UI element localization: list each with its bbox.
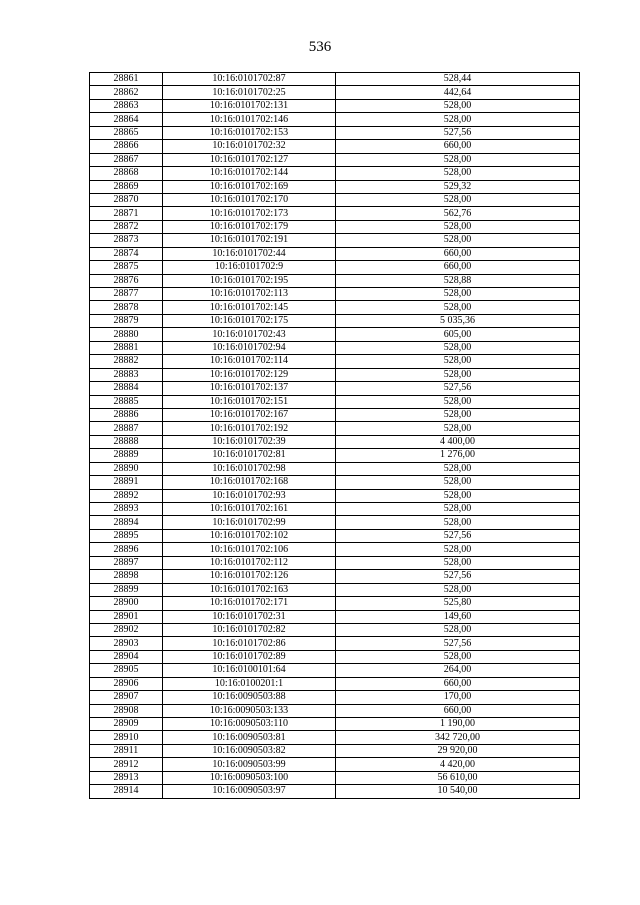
amount-cell: 527,56 [336, 529, 580, 542]
amount-cell: 528,00 [336, 368, 580, 381]
cadastral-number-cell: 10:16:0101702:145 [163, 301, 336, 314]
row-number-cell: 28912 [90, 758, 163, 771]
amount-cell: 528,00 [336, 583, 580, 596]
amount-cell: 660,00 [336, 261, 580, 274]
row-number-cell: 28910 [90, 731, 163, 744]
table-row [90, 704, 580, 717]
amount-cell: 1 276,00 [336, 449, 580, 462]
row-number-cell: 28904 [90, 650, 163, 663]
table-row [90, 234, 580, 247]
amount-cell: 4 420,00 [336, 758, 580, 771]
row-number-cell: 28879 [90, 314, 163, 327]
row-number-cell: 28868 [90, 167, 163, 180]
row-number-cell: 28889 [90, 449, 163, 462]
row-number-cell: 28892 [90, 489, 163, 502]
row-number-cell: 28887 [90, 422, 163, 435]
table-row [90, 758, 580, 771]
row-number-cell: 28883 [90, 368, 163, 381]
amount-cell: 528,00 [336, 516, 580, 529]
amount-cell: 170,00 [336, 691, 580, 704]
cadastral-number-cell: 10:16:0101702:170 [163, 193, 336, 206]
amount-cell: 528,00 [336, 408, 580, 421]
row-number-cell: 28906 [90, 677, 163, 690]
cadastral-number-cell: 10:16:0101702:39 [163, 435, 336, 448]
cadastral-number-cell: 10:16:0101702:25 [163, 86, 336, 99]
amount-cell: 528,00 [336, 650, 580, 663]
amount-cell: 660,00 [336, 704, 580, 717]
row-number-cell: 28888 [90, 435, 163, 448]
cadastral-number-cell: 10:16:0101702:99 [163, 516, 336, 529]
table-row [90, 489, 580, 502]
row-number-cell: 28867 [90, 153, 163, 166]
cadastral-number-cell: 10:16:0101702:163 [163, 583, 336, 596]
row-number-cell: 28898 [90, 570, 163, 583]
table-row [90, 449, 580, 462]
row-number-cell: 28895 [90, 529, 163, 542]
table-row [90, 570, 580, 583]
cadastral-number-cell: 10:16:0101702:106 [163, 543, 336, 556]
cadastral-number-cell: 10:16:0101702:169 [163, 180, 336, 193]
row-number-cell: 28913 [90, 771, 163, 784]
amount-cell: 1 190,00 [336, 718, 580, 731]
amount-cell: 442,64 [336, 86, 580, 99]
table-row [90, 744, 580, 757]
row-number-cell: 28890 [90, 462, 163, 475]
table-row [90, 113, 580, 126]
table-row [90, 408, 580, 421]
table-row [90, 180, 580, 193]
cadastral-number-cell: 10:16:0101702:171 [163, 597, 336, 610]
table-row [90, 395, 580, 408]
table-row [90, 583, 580, 596]
row-number-cell: 28872 [90, 220, 163, 233]
row-number-cell: 28873 [90, 234, 163, 247]
table-row [90, 435, 580, 448]
table-row [90, 314, 580, 327]
amount-cell: 660,00 [336, 140, 580, 153]
table-row [90, 328, 580, 341]
table-row [90, 462, 580, 475]
row-number-cell: 28878 [90, 301, 163, 314]
cadastral-number-cell: 10:16:0101702:113 [163, 288, 336, 301]
cadastral-number-cell: 10:16:0100101:64 [163, 664, 336, 677]
table-row [90, 140, 580, 153]
amount-cell: 528,00 [336, 476, 580, 489]
table-row [90, 288, 580, 301]
cadastral-number-cell: 10:16:0101702:89 [163, 650, 336, 663]
amount-cell: 528,00 [336, 288, 580, 301]
row-number-cell: 28877 [90, 288, 163, 301]
row-number-cell: 28865 [90, 126, 163, 139]
table-row [90, 86, 580, 99]
row-number-cell: 28894 [90, 516, 163, 529]
cadastral-number-cell: 10:16:0101702:98 [163, 462, 336, 475]
table-row [90, 368, 580, 381]
cadastral-number-cell: 10:16:0101702:87 [163, 73, 336, 86]
cadastral-number-cell: 10:16:0101702:81 [163, 449, 336, 462]
row-number-cell: 28875 [90, 261, 163, 274]
amount-cell: 528,00 [336, 341, 580, 354]
table-row [90, 597, 580, 610]
row-number-cell: 28874 [90, 247, 163, 260]
amount-cell: 529,32 [336, 180, 580, 193]
amount-cell: 528,00 [336, 355, 580, 368]
cadastral-number-cell: 10:16:0100201:1 [163, 677, 336, 690]
row-number-cell: 28897 [90, 556, 163, 569]
cadastral-number-cell: 10:16:0101702:94 [163, 341, 336, 354]
table-row [90, 556, 580, 569]
row-number-cell: 28908 [90, 704, 163, 717]
cadastral-number-cell: 10:16:0101702:43 [163, 328, 336, 341]
table-row [90, 771, 580, 784]
row-number-cell: 28866 [90, 140, 163, 153]
table-row [90, 167, 580, 180]
amount-cell: 5 035,36 [336, 314, 580, 327]
cadastral-number-cell: 10:16:0101702:31 [163, 610, 336, 623]
table-row [90, 516, 580, 529]
cadastral-number-cell: 10:16:0090503:110 [163, 718, 336, 731]
cadastral-number-cell: 10:16:0090503:81 [163, 731, 336, 744]
table-row [90, 691, 580, 704]
row-number-cell: 28885 [90, 395, 163, 408]
amount-cell: 528,88 [336, 274, 580, 287]
cadastral-number-cell: 10:16:0101702:175 [163, 314, 336, 327]
cadastral-number-cell: 10:16:0101702:86 [163, 637, 336, 650]
amount-cell: 605,00 [336, 328, 580, 341]
table-row [90, 193, 580, 206]
table-row [90, 543, 580, 556]
table-row [90, 153, 580, 166]
amount-cell: 10 540,00 [336, 785, 580, 798]
cadastral-number-cell: 10:16:0101702:195 [163, 274, 336, 287]
amount-cell: 342 720,00 [336, 731, 580, 744]
table-row [90, 207, 580, 220]
row-number-cell: 28870 [90, 193, 163, 206]
row-number-cell: 28909 [90, 718, 163, 731]
row-number-cell: 28863 [90, 99, 163, 112]
cadastral-number-cell: 10:16:0101702:191 [163, 234, 336, 247]
row-number-cell: 28876 [90, 274, 163, 287]
amount-cell: 29 920,00 [336, 744, 580, 757]
cadastral-number-cell: 10:16:0101702:131 [163, 99, 336, 112]
amount-cell: 528,00 [336, 623, 580, 636]
amount-cell: 527,56 [336, 637, 580, 650]
table-row [90, 126, 580, 139]
row-number-cell: 28905 [90, 664, 163, 677]
amount-cell: 527,56 [336, 382, 580, 395]
table-row [90, 422, 580, 435]
row-number-cell: 28864 [90, 113, 163, 126]
amount-cell: 562,76 [336, 207, 580, 220]
row-number-cell: 28861 [90, 73, 163, 86]
row-number-cell: 28901 [90, 610, 163, 623]
amount-cell: 528,00 [336, 193, 580, 206]
amount-cell: 264,00 [336, 664, 580, 677]
cadastral-number-cell: 10:16:0101702:82 [163, 623, 336, 636]
amount-cell: 149,60 [336, 610, 580, 623]
table-row [90, 610, 580, 623]
table-row [90, 301, 580, 314]
amount-cell: 528,00 [336, 220, 580, 233]
amount-cell: 528,00 [336, 543, 580, 556]
table-row [90, 355, 580, 368]
cadastral-number-cell: 10:16:0090503:88 [163, 691, 336, 704]
cadastral-number-cell: 10:16:0101702:44 [163, 247, 336, 260]
amount-cell: 660,00 [336, 677, 580, 690]
cadastral-number-cell: 10:16:0101702:173 [163, 207, 336, 220]
row-number-cell: 28891 [90, 476, 163, 489]
cadastral-number-cell: 10:16:0101702:93 [163, 489, 336, 502]
amount-cell: 528,00 [336, 422, 580, 435]
amount-cell: 528,00 [336, 556, 580, 569]
row-number-cell: 28882 [90, 355, 163, 368]
amount-cell: 528,00 [336, 301, 580, 314]
row-number-cell: 28862 [90, 86, 163, 99]
table-row [90, 637, 580, 650]
row-number-cell: 28900 [90, 597, 163, 610]
row-number-cell: 28914 [90, 785, 163, 798]
row-number-cell: 28902 [90, 623, 163, 636]
cadastral-number-cell: 10:16:0101702:146 [163, 113, 336, 126]
table-row [90, 718, 580, 731]
table-row [90, 476, 580, 489]
table-row [90, 247, 580, 260]
amount-cell: 528,00 [336, 99, 580, 112]
row-number-cell: 28903 [90, 637, 163, 650]
page-number: 536 [308, 39, 332, 55]
amount-cell: 528,00 [336, 167, 580, 180]
amount-cell: 4 400,00 [336, 435, 580, 448]
cadastral-number-cell: 10:16:0101702:161 [163, 503, 336, 516]
row-number-cell: 28893 [90, 503, 163, 516]
cadastral-number-cell: 10:16:0090503:99 [163, 758, 336, 771]
amount-cell: 528,00 [336, 113, 580, 126]
cadastral-number-cell: 10:16:0090503:133 [163, 704, 336, 717]
amount-cell: 528,00 [336, 395, 580, 408]
cadastral-number-cell: 10:16:0101702:179 [163, 220, 336, 233]
row-number-cell: 28881 [90, 341, 163, 354]
table-row [90, 261, 580, 274]
row-number-cell: 28907 [90, 691, 163, 704]
cadastral-number-cell: 10:16:0090503:100 [163, 771, 336, 784]
row-number-cell: 28880 [90, 328, 163, 341]
row-number-cell: 28911 [90, 744, 163, 757]
cadastral-number-cell: 10:16:0101702:137 [163, 382, 336, 395]
amount-cell: 660,00 [336, 247, 580, 260]
row-number-cell: 28871 [90, 207, 163, 220]
cadastral-number-cell: 10:16:0090503:97 [163, 785, 336, 798]
cadastral-number-cell: 10:16:0101702:127 [163, 153, 336, 166]
cadastral-number-cell: 10:16:0101702:114 [163, 355, 336, 368]
table-row [90, 220, 580, 233]
amount-cell: 528,00 [336, 153, 580, 166]
cadastral-number-cell: 10:16:0101702:112 [163, 556, 336, 569]
cadastral-number-cell: 10:16:0101702:102 [163, 529, 336, 542]
cadastral-number-cell: 10:16:0101702:167 [163, 408, 336, 421]
cadastral-number-cell: 10:16:0101702:144 [163, 167, 336, 180]
table-row [90, 731, 580, 744]
amount-cell: 528,00 [336, 489, 580, 502]
row-number-cell: 28896 [90, 543, 163, 556]
table-row [90, 785, 580, 798]
table-row [90, 341, 580, 354]
table-row [90, 99, 580, 112]
amount-cell: 528,00 [336, 462, 580, 475]
cadastral-number-cell: 10:16:0101702:192 [163, 422, 336, 435]
cadastral-number-cell: 10:16:0101702:168 [163, 476, 336, 489]
cadastral-number-cell: 10:16:0101702:151 [163, 395, 336, 408]
amount-cell: 527,56 [336, 570, 580, 583]
table-row [90, 677, 580, 690]
cadastral-number-cell: 10:16:0101702:153 [163, 126, 336, 139]
row-number-cell: 28886 [90, 408, 163, 421]
table-row [90, 73, 580, 86]
amount-cell: 528,00 [336, 234, 580, 247]
table-row [90, 623, 580, 636]
cadastral-number-cell: 10:16:0101702:32 [163, 140, 336, 153]
table-row [90, 503, 580, 516]
table-row [90, 382, 580, 395]
table-row [90, 529, 580, 542]
amount-cell: 56 610,00 [336, 771, 580, 784]
data-table [89, 72, 580, 799]
table-row [90, 650, 580, 663]
table-row [90, 274, 580, 287]
amount-cell: 525,80 [336, 597, 580, 610]
row-number-cell: 28884 [90, 382, 163, 395]
cadastral-number-cell: 10:16:0090503:82 [163, 744, 336, 757]
cadastral-number-cell: 10:16:0101702:9 [163, 261, 336, 274]
cadastral-number-cell: 10:16:0101702:129 [163, 368, 336, 381]
amount-cell: 528,44 [336, 73, 580, 86]
amount-cell: 527,56 [336, 126, 580, 139]
row-number-cell: 28899 [90, 583, 163, 596]
row-number-cell: 28869 [90, 180, 163, 193]
amount-cell: 528,00 [336, 503, 580, 516]
table-body [90, 73, 580, 799]
table-row [90, 664, 580, 677]
cadastral-number-cell: 10:16:0101702:126 [163, 570, 336, 583]
